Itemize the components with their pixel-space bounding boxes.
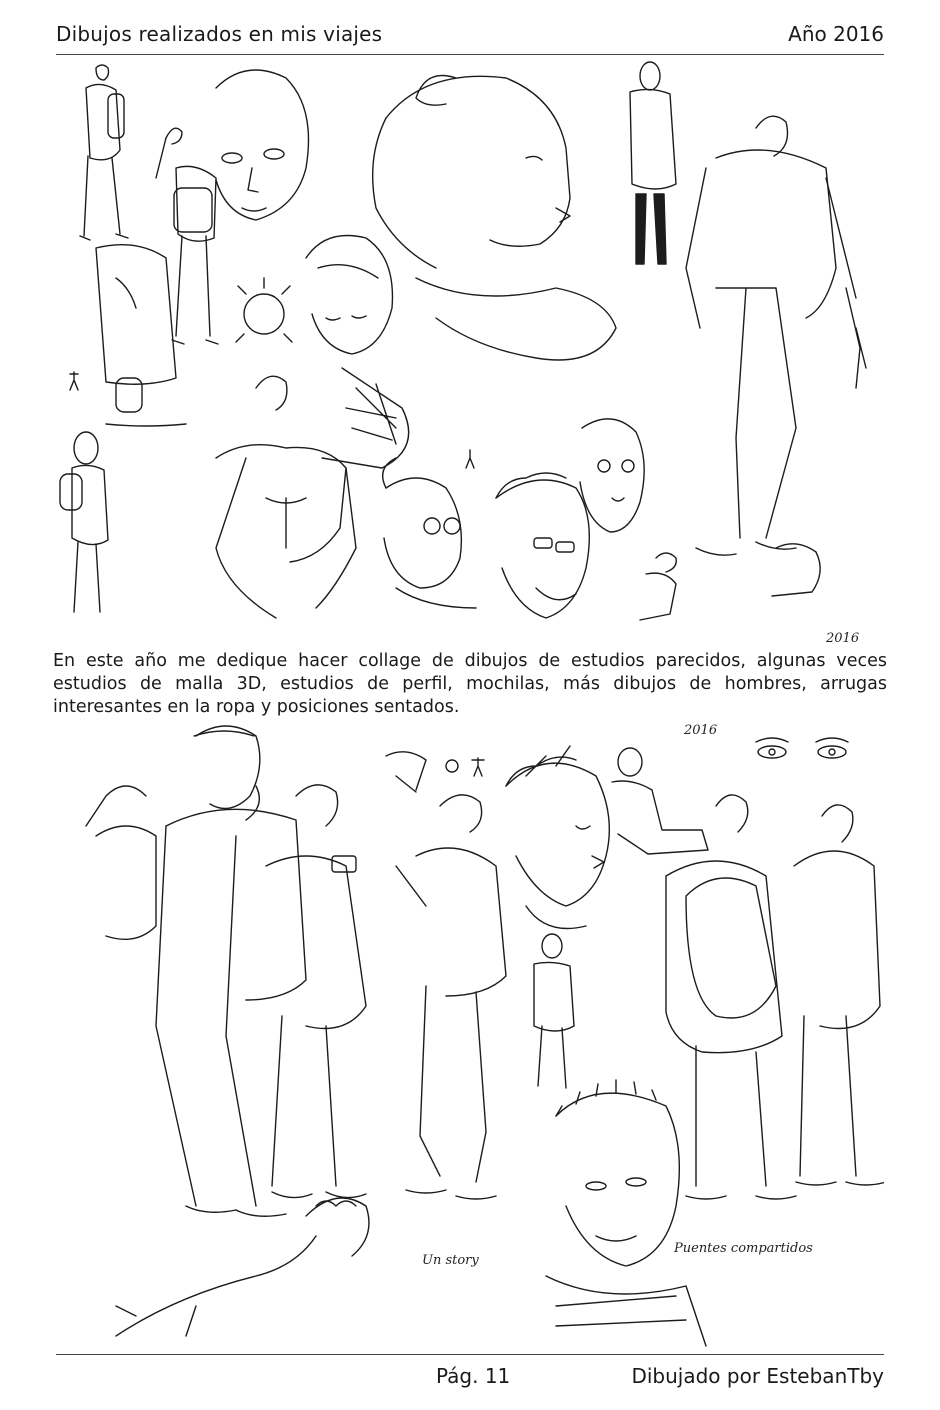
sketch-profile-man: [506, 746, 609, 929]
document-year: Año 2016: [788, 22, 884, 46]
sketch-phone-man: [266, 785, 366, 1198]
page-number: Pág. 11: [436, 1364, 511, 1388]
sketch-ponytail-profile: [373, 76, 616, 361]
sketch-girl-bangs: [306, 236, 409, 469]
sketch-raised-arm-figure: [156, 128, 218, 344]
sketch-tanktop-woman: [216, 376, 356, 618]
document-title: Dibujos realizados en mis viajes: [56, 22, 383, 46]
author-credit: Dibujado por EstebanTby: [631, 1364, 884, 1388]
sketch-backpack-man: [666, 795, 796, 1199]
sketch-date-top: 2016: [826, 631, 860, 646]
sketch-hooded-man: [794, 805, 884, 1185]
sketch-small-doodles: [386, 752, 484, 792]
sketch-standing-man: [686, 116, 866, 555]
sketch-collage-bottom: [56, 716, 884, 1352]
sketch-small-standing-figure: [534, 934, 574, 1088]
description-paragraph: En este año me dedique hacer collage de dibujos de estudios parecidos, algunas veces estudios de malla 3D, estudios de perfil, mochilas, más dibujos de hombres, arrugas interesantes en la ropa y posiciones sentados.: [53, 651, 887, 717]
footer-divider: [56, 1354, 884, 1355]
sketch-glasses-woman: [383, 458, 476, 608]
sketch-jeans-figure: [96, 245, 186, 426]
sketch-caption-bridges: Puentes compartidos: [674, 1241, 813, 1256]
sketch-caption-story: Un story: [422, 1253, 479, 1268]
sketch-date-bottom: 2016: [684, 723, 718, 738]
sketch-sun-doodle: [236, 278, 292, 342]
sketch-collage-top: [56, 58, 884, 648]
sketch-tiny-figures: [70, 372, 474, 468]
sketch-lying-man: [116, 1198, 369, 1336]
sketch-drawing-bottom: [56, 716, 884, 1352]
sketch-men-group: [86, 726, 306, 1216]
sketch-bearded-man: [496, 473, 589, 618]
sketch-expressive-face: [580, 419, 644, 532]
sketch-standing-woman: [630, 62, 676, 264]
sketch-textured-hair-man: [546, 1080, 706, 1346]
sketch-young-man: [396, 795, 506, 1199]
sketch-backpack-woman: [60, 432, 108, 612]
sketch-hiker-figure: [80, 65, 128, 240]
header-divider: [56, 54, 884, 55]
sketch-woman-face: [216, 70, 309, 220]
sketch-drawing-top: [56, 58, 884, 648]
sketch-sitting-man: [612, 748, 708, 854]
sketch-eye-studies: [756, 738, 848, 758]
